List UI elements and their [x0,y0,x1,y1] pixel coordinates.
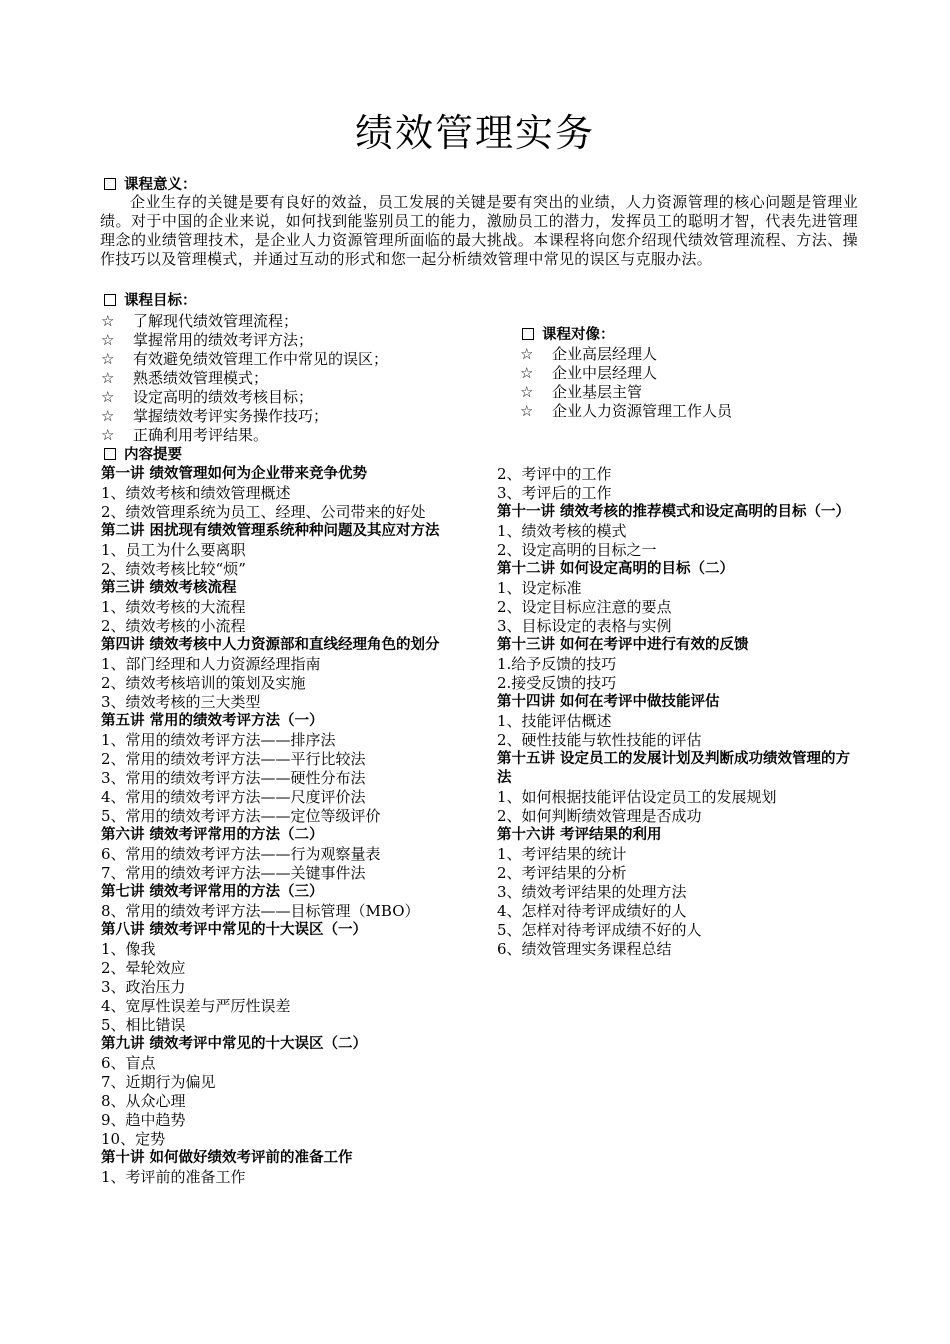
audience-list [520,345,732,421]
list-item: ☆ 企业高层经理人 [520,345,658,363]
lecture-title: 第五讲 常用的绩效考评方法（一） [101,713,324,729]
lecture-item: 1、常用的绩效考评方法——排序法 [101,731,336,749]
star-icon: ☆ [520,402,534,420]
lecture-title: 第九讲 绩效考评中常见的十大误区（二） [101,1036,368,1052]
list-item: ☆ 掌握常用的绩效考评方法； [101,331,314,349]
lecture-item: 1、考评结果的统计 [497,845,627,863]
lecture-item: 2、绩效考核培训的策划及实施 [101,674,306,692]
lecture-title: 第十四讲 如何在考评中做技能评估 [497,694,720,710]
lecture-item: 6、常用的绩效考评方法——行为观察量表 [101,845,381,863]
star-icon: ☆ [520,345,534,363]
checkbox-icon [104,294,116,306]
list-item: ☆ 设定高明的绩效考核目标； [101,388,314,406]
list-item: ☆ 了解现代绩效管理流程； [101,312,299,330]
star-icon: ☆ [520,364,534,382]
lecture-item: 6、绩效管理实务课程总结 [497,940,672,958]
lecture-item: 8、从众心理 [101,1092,186,1110]
lecture-item: 9、趋中趋势 [101,1111,186,1129]
lecture-item: 4、怎样对待考评成绩好的人 [497,902,687,920]
lecture-title: 第一讲 绩效管理如何为企业带来竞争优势 [101,466,368,482]
lecture-item: 1、像我 [101,940,156,958]
lecture-item: 3、绩效考评结果的处理方法 [497,883,687,901]
lecture-item: 1、设定标准 [497,579,582,597]
lecture-item: 3、考评后的工作 [497,484,612,502]
checkbox-icon [104,448,116,460]
star-icon: ☆ [101,331,115,349]
lecture-item: 2、常用的绩效考评方法——平行比较法 [101,750,366,768]
star-icon: ☆ [101,312,115,330]
content-heading [104,446,182,465]
list-item: ☆ 掌握绩效考评实务操作技巧； [101,407,329,425]
lecture-item: 1、员工为什么要离职 [101,541,246,559]
lecture-title: 第三讲 绩效考核流程 [101,580,237,596]
lecture-item: 6、盲点 [101,1054,156,1072]
list-item: ☆ 熟悉绩效管理模式； [101,369,269,387]
checkbox-icon [522,328,534,340]
lecture-item: 10、定势 [101,1130,166,1148]
lecture-item: 2、考评中的工作 [497,465,612,483]
significance-heading-label: 课程意义： [124,177,197,193]
lecture-item: 2、绩效考核的小流程 [101,617,246,635]
lecture-item: 2、考评结果的分析 [497,864,627,882]
lecture-item: 3、目标设定的表格与实例 [497,617,672,635]
objectives-heading [104,292,197,311]
lecture-item: 8、常用的绩效考评方法——目标管理（MBO） [101,902,420,920]
lecture-item: 1、绩效考核的大流程 [101,598,246,616]
lecture-item: 3、绩效考核的三大类型 [101,693,261,711]
objectives-heading-label: 课程目标： [124,293,197,309]
lecture-item: 2、设定目标应注意的要点 [497,598,672,616]
lecture-title: 第十三讲 如何在考评中进行有效的反馈 [497,637,749,653]
lecture-item: 1、技能评估概述 [497,712,612,730]
star-icon: ☆ [520,383,534,401]
list-item: ☆ 正确利用考评结果。 [101,426,269,444]
lecture-title: 第四讲 绩效考核中人力资源部和直线经理角色的划分 [101,637,440,653]
list-item: ☆ 有效避免绩效管理工作中常见的误区； [101,350,389,368]
star-icon: ☆ [101,350,115,368]
lecture-item: 1、如何根据技能评估设定员工的发展规划 [497,788,777,806]
star-icon: ☆ [101,388,115,406]
lecture-item: 1、绩效考核和绩效管理概述 [101,484,291,502]
lecture-item: 7、常用的绩效考评方法——关键事件法 [101,864,366,882]
lecture-title: 第十讲 如何做好绩效考评前的准备工作 [101,1150,353,1166]
significance-paragraph: 企业生存的关键是要有良好的效益，员工发展的关键是要有突出的业绩，人力资源管理的核心问题是管理业绩。对于中国的企业来说，如何找到能鉴别员工的能力，激励员工的潜力，发挥员工的聪明才智，代表先进管理理念的业绩管理技术，是企业人力资源管理所面临的最大挑战。本课程将向您介绍现代绩效管理流程、方法、操作技巧以及管理模式，并通过互动的形式和您一起分析绩效管理中常见的误区与克服办法。 [100,193,858,268]
lecture-title: 第二讲 困扰现有绩效管理系统种种问题及其应对方法 [101,523,440,539]
star-icon: ☆ [101,407,115,425]
lecture-item: 5、怎样对待考评成绩不好的人 [497,921,702,939]
checkbox-icon [104,178,116,190]
lecture-item: 4、宽厚性误差与严厉性误差 [101,997,291,1015]
lecture-item: 5、常用的绩效考评方法——定位等级评价 [101,807,381,825]
lecture-title: 第十二讲 如何设定高明的目标（二） [497,561,735,577]
lecture-title: 第十一讲 绩效考核的推荐模式和设定高明的目标（一） [497,504,851,520]
lecture-item: 1.给予反馈的技巧 [497,655,617,673]
lecture-item: 1、考评前的准备工作 [101,1168,246,1186]
list-item: ☆ 企业基层主管 [520,383,643,401]
star-icon: ☆ [101,369,115,387]
lecture-title: 第十五讲 设定员工的发展计划及判断成功绩效管理的方法 [497,751,851,786]
lecture-item: 2、晕轮效应 [101,959,186,977]
content-left-column [101,465,466,1187]
lecture-item: 3、政治压力 [101,978,186,996]
objectives-list [101,312,388,445]
lecture-title: 第十六讲 考评结果的利用 [497,827,662,843]
audience-heading-label: 课程对像： [542,327,615,343]
lecture-item: 2、设定高明的目标之一 [497,541,657,559]
document-title: 绩效管理实务 [354,111,595,155]
star-icon: ☆ [101,426,115,444]
lecture-item: 3、常用的绩效考评方法——硬性分布法 [101,769,366,787]
lecture-item: 2.接受反馈的技巧 [497,674,617,692]
lecture-item: 5、相比错误 [101,1016,186,1034]
content-heading-label: 内容提要 [124,447,182,463]
lecture-title: 第六讲 绩效考评常用的方法（二） [101,827,324,843]
list-item: ☆ 企业中层经理人 [520,364,658,382]
lecture-item: 1、部门经理和人力资源经理指南 [101,655,321,673]
lecture-item: 7、近期行为偏见 [101,1073,216,1091]
lecture-item: 2、硬性技能与软性技能的评估 [497,731,702,749]
lecture-item: 2、绩效管理系统为员工、经理、公司带来的好处 [101,503,426,521]
lecture-item: 4、常用的绩效考评方法——尺度评价法 [101,788,366,806]
content-right-column [497,465,859,959]
lecture-item: 2、如何判断绩效管理是否成功 [497,807,702,825]
lecture-title: 第八讲 绩效考评中常见的十大误区（一） [101,922,368,938]
lecture-item: 1、绩效考核的模式 [497,522,627,540]
list-item: ☆ 企业人力资源管理工作人员 [520,402,733,420]
lecture-item: 2、绩效考核比较“烦” [101,560,246,578]
lecture-title: 第七讲 绩效考评常用的方法（三） [101,884,324,900]
audience-heading [522,326,615,345]
